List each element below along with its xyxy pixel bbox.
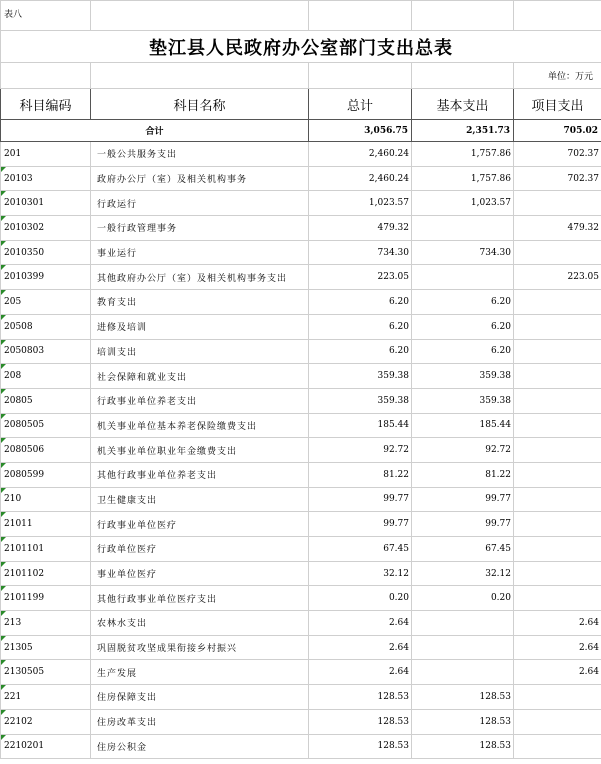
subject-code: 21305 (1, 635, 91, 660)
subject-name: 行政事业单位养老支出 (91, 388, 309, 413)
subject-code: 2010302 (1, 216, 91, 241)
subject-code: 21011 (1, 512, 91, 537)
basic-expenditure: 99.77 (412, 512, 514, 537)
table-row (1, 240, 601, 265)
subject-name: 事业运行 (91, 240, 309, 265)
basic-expenditure: 359.38 (412, 364, 514, 389)
unit-label: 单位：万元 (514, 63, 601, 89)
table-row (1, 586, 601, 611)
project-expenditure (514, 413, 601, 438)
project-expenditure (514, 537, 601, 562)
project-expenditure (514, 240, 601, 265)
subject-code: 213 (1, 611, 91, 636)
basic-expenditure: 1,023.57 (412, 191, 514, 216)
total-amount: 359.38 (309, 364, 412, 389)
basic-expenditure: 359.38 (412, 388, 514, 413)
project-expenditure (514, 586, 601, 611)
subject-code: 221 (1, 685, 91, 710)
basic-expenditure: 6.20 (412, 314, 514, 339)
total-project: 705.02 (514, 120, 601, 142)
project-expenditure (514, 512, 601, 537)
total-label: 合计 (1, 120, 309, 142)
subject-name: 住房保障支出 (91, 685, 309, 710)
table-row (1, 166, 601, 191)
basic-expenditure: 128.53 (412, 709, 514, 734)
table-row (1, 290, 601, 315)
project-expenditure (514, 685, 601, 710)
table-title: 垫江县人民政府办公室部门支出总表 (1, 31, 601, 63)
subject-code: 2080505 (1, 413, 91, 438)
subject-code: 205 (1, 290, 91, 315)
table-row (1, 142, 601, 167)
total-amount: 6.20 (309, 314, 412, 339)
total-amount: 81.22 (309, 462, 412, 487)
total-amount: 6.20 (309, 339, 412, 364)
project-expenditure (514, 462, 601, 487)
project-expenditure: 479.32 (514, 216, 601, 241)
subject-name: 农林水支出 (91, 611, 309, 636)
table-row (1, 709, 601, 734)
total-amount: 359.38 (309, 388, 412, 413)
subject-code: 22102 (1, 709, 91, 734)
basic-expenditure: 6.20 (412, 339, 514, 364)
subject-code: 2010399 (1, 265, 91, 290)
table-row (1, 561, 601, 586)
header-basic: 基本支出 (412, 89, 514, 120)
project-expenditure: 702.37 (514, 166, 601, 191)
basic-expenditure: 67.45 (412, 537, 514, 562)
project-expenditure (514, 487, 601, 512)
project-expenditure: 2.64 (514, 660, 601, 685)
subject-name: 事业单位医疗 (91, 561, 309, 586)
total-amount: 2.64 (309, 635, 412, 660)
total-amount: 32.12 (309, 561, 412, 586)
subject-code: 2101199 (1, 586, 91, 611)
project-expenditure (514, 364, 601, 389)
table-row (1, 635, 601, 660)
basic-expenditure: 32.12 (412, 561, 514, 586)
project-expenditure: 2.64 (514, 635, 601, 660)
subject-name: 进修及培训 (91, 314, 309, 339)
table-row (1, 388, 601, 413)
subject-code: 20805 (1, 388, 91, 413)
total-amount: 2.64 (309, 611, 412, 636)
total-amount: 6.20 (309, 290, 412, 315)
basic-expenditure (412, 635, 514, 660)
subject-code: 208 (1, 364, 91, 389)
subject-name: 培训支出 (91, 339, 309, 364)
subject-code: 2130505 (1, 660, 91, 685)
total-amount: 2,460.24 (309, 142, 412, 167)
subject-code: 20103 (1, 166, 91, 191)
project-expenditure (514, 734, 601, 759)
subject-name: 其他行政事业单位养老支出 (91, 462, 309, 487)
table-row (1, 685, 601, 710)
subject-code: 2010301 (1, 191, 91, 216)
project-expenditure: 2.64 (514, 611, 601, 636)
subject-code: 201 (1, 142, 91, 167)
total-amount: 99.77 (309, 487, 412, 512)
basic-expenditure: 6.20 (412, 290, 514, 315)
table-row (1, 191, 601, 216)
subject-name: 住房公积金 (91, 734, 309, 759)
total-amount: 128.53 (309, 734, 412, 759)
total-amount: 2,460.24 (309, 166, 412, 191)
subject-name: 卫生健康支出 (91, 487, 309, 512)
subject-code: 2210201 (1, 734, 91, 759)
table-row (1, 660, 601, 685)
subject-code: 20508 (1, 314, 91, 339)
basic-expenditure: 92.72 (412, 438, 514, 463)
basic-expenditure: 1,757.86 (412, 166, 514, 191)
table-row (1, 512, 601, 537)
total-amount: 92.72 (309, 438, 412, 463)
subject-name: 教育支出 (91, 290, 309, 315)
project-expenditure: 223.05 (514, 265, 601, 290)
total-amount: 223.05 (309, 265, 412, 290)
subject-name: 一般行政管理事务 (91, 216, 309, 241)
basic-expenditure (412, 216, 514, 241)
total-amount: 128.53 (309, 709, 412, 734)
total-amount: 99.77 (309, 512, 412, 537)
subject-code: 2080506 (1, 438, 91, 463)
subject-name: 政府办公厅（室）及相关机构事务 (91, 166, 309, 191)
basic-expenditure (412, 660, 514, 685)
basic-expenditure (412, 265, 514, 290)
header-code: 科目编码 (1, 89, 91, 120)
subject-name: 其他政府办公厅（室）及相关机构事务支出 (91, 265, 309, 290)
table-row (1, 537, 601, 562)
subject-name: 生产发展 (91, 660, 309, 685)
table-row (1, 339, 601, 364)
basic-expenditure: 81.22 (412, 462, 514, 487)
table-row (1, 364, 601, 389)
basic-expenditure: 128.53 (412, 685, 514, 710)
header-row (1, 89, 601, 120)
subject-name: 一般公共服务支出 (91, 142, 309, 167)
subject-name: 行政单位医疗 (91, 537, 309, 562)
total-amount: 185.44 (309, 413, 412, 438)
project-expenditure: 702.37 (514, 142, 601, 167)
table-row (1, 314, 601, 339)
project-expenditure (514, 561, 601, 586)
table-row (1, 216, 601, 241)
project-expenditure (514, 290, 601, 315)
basic-expenditure (412, 611, 514, 636)
total-amount: 3,056.75 (309, 120, 412, 142)
table-row (1, 611, 601, 636)
subject-code: 2101102 (1, 561, 91, 586)
table-row (1, 413, 601, 438)
project-expenditure (514, 388, 601, 413)
header-name: 科目名称 (91, 89, 309, 120)
subject-name: 行政运行 (91, 191, 309, 216)
table-row (1, 734, 601, 759)
project-expenditure (514, 191, 601, 216)
basic-expenditure: 1,757.86 (412, 142, 514, 167)
table-row (1, 265, 601, 290)
total-amount: 1,023.57 (309, 191, 412, 216)
subject-name: 机关事业单位职业年金缴费支出 (91, 438, 309, 463)
table-row (1, 462, 601, 487)
total-amount: 2.64 (309, 660, 412, 685)
project-expenditure (514, 339, 601, 364)
subject-name: 住房改革支出 (91, 709, 309, 734)
basic-expenditure: 185.44 (412, 413, 514, 438)
total-basic: 2,351.73 (412, 120, 514, 142)
project-expenditure (514, 709, 601, 734)
basic-expenditure: 128.53 (412, 734, 514, 759)
table-row (1, 438, 601, 463)
project-expenditure (514, 438, 601, 463)
subject-code: 2050803 (1, 339, 91, 364)
subject-name: 机关事业单位基本养老保险缴费支出 (91, 413, 309, 438)
total-amount: 0.20 (309, 586, 412, 611)
project-expenditure (514, 314, 601, 339)
subject-code: 2010350 (1, 240, 91, 265)
total-row (1, 120, 601, 142)
total-amount: 479.32 (309, 216, 412, 241)
subject-name: 社会保障和就业支出 (91, 364, 309, 389)
subject-code: 2080599 (1, 462, 91, 487)
total-amount: 128.53 (309, 685, 412, 710)
subject-name: 行政事业单位医疗 (91, 512, 309, 537)
basic-expenditure: 734.30 (412, 240, 514, 265)
subject-name: 巩固脱贫攻坚成果衔接乡村振兴 (91, 635, 309, 660)
basic-expenditure: 99.77 (412, 487, 514, 512)
table-number-label: 表八 (1, 1, 91, 31)
header-project: 项目支出 (514, 89, 601, 120)
total-amount: 67.45 (309, 537, 412, 562)
header-total: 总计 (309, 89, 412, 120)
subject-code: 210 (1, 487, 91, 512)
subject-code: 2101101 (1, 537, 91, 562)
total-amount: 734.30 (309, 240, 412, 265)
subject-name: 其他行政事业单位医疗支出 (91, 586, 309, 611)
basic-expenditure: 0.20 (412, 586, 514, 611)
table-row (1, 487, 601, 512)
